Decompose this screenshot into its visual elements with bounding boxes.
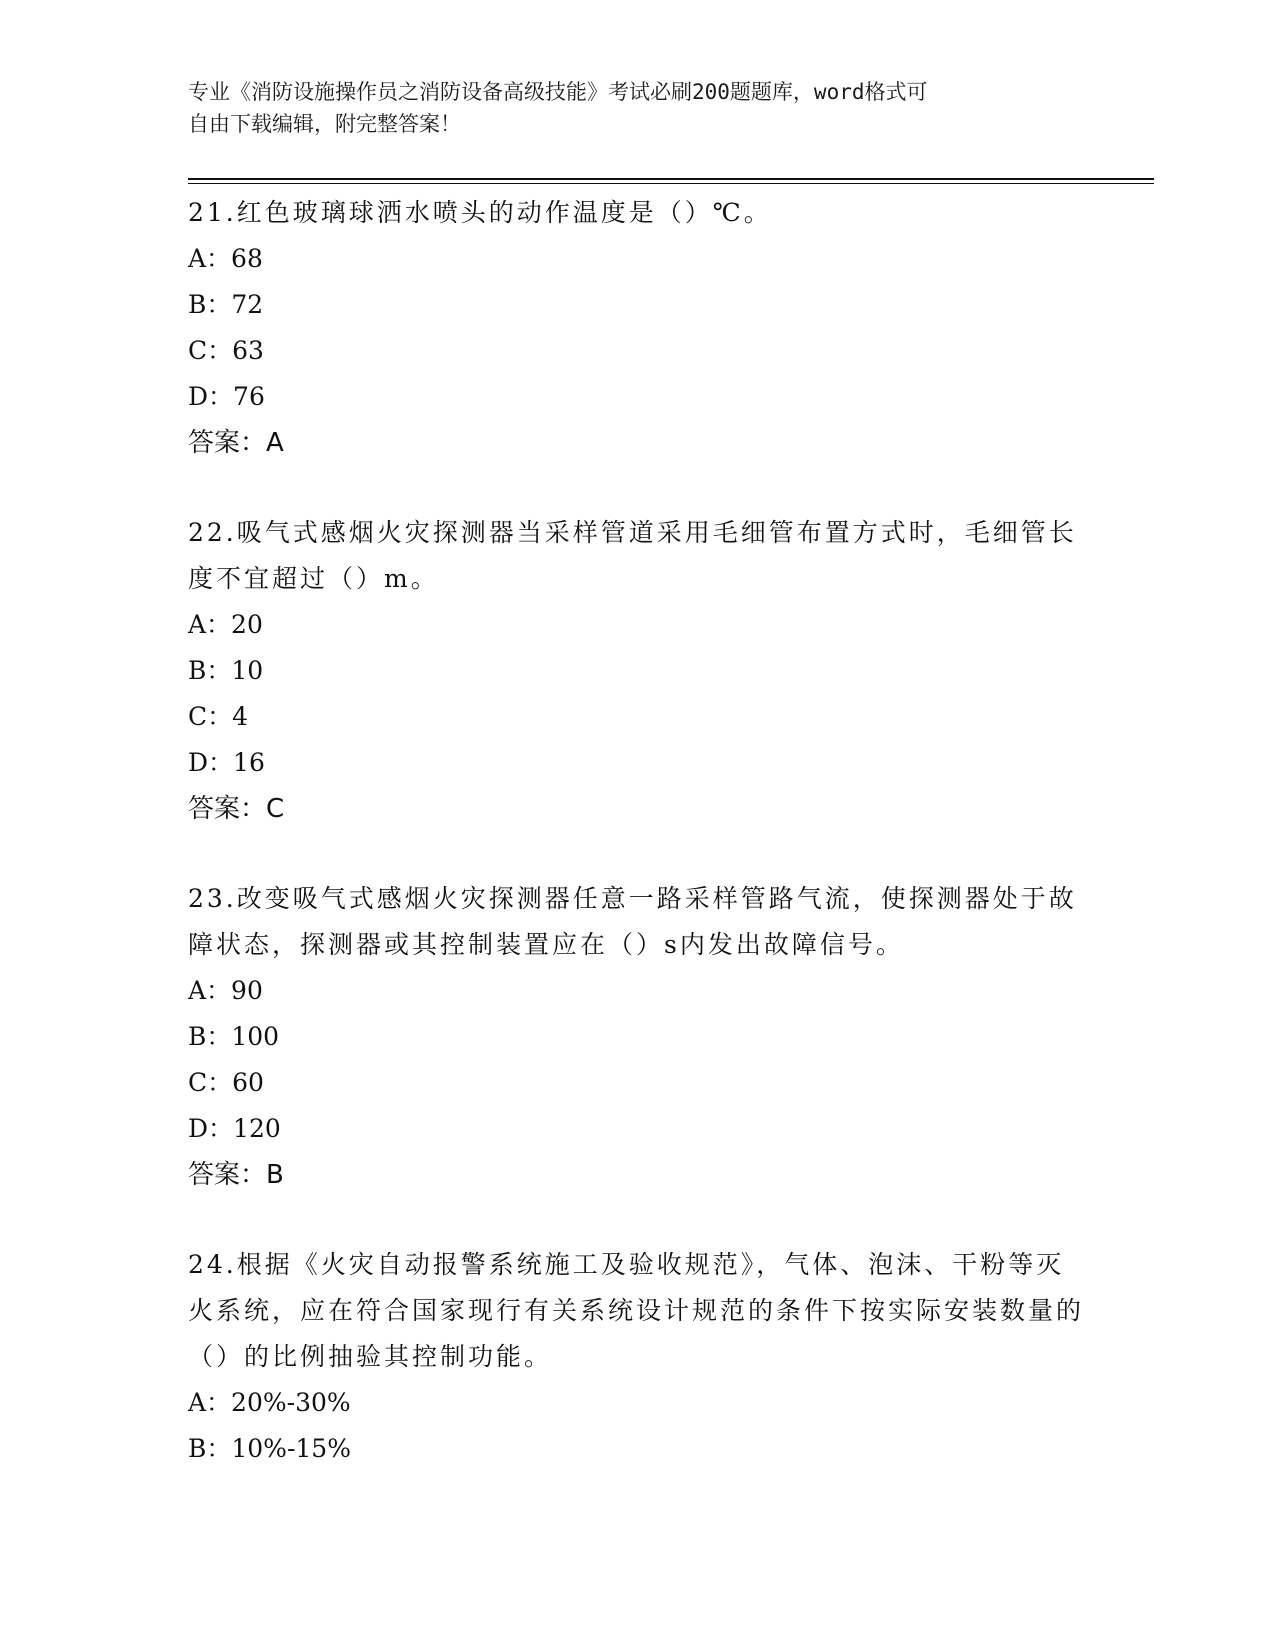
option-b: B：10%-15% [188,1434,351,1463]
question-stem: 21.红色玻璃球洒水喷头的动作温度是（）℃。 [188,198,772,227]
question-21 [188,190,1088,466]
answer: 答案：B [188,1160,284,1190]
header-rule-thin [188,183,1154,184]
question-list [188,190,1088,1516]
option-a: A：68 [188,244,263,273]
option-b: B：100 [188,1022,280,1051]
option-d: D：16 [188,748,265,777]
option-d: D：120 [188,1114,281,1143]
option-c: C：4 [188,702,249,731]
header-line-1: 专业《消防设施操作员之消防设备高级技能》考试必刷200题题库，word格式可 [188,80,928,104]
option-a: A：90 [188,976,263,1005]
answer: 答案：C [188,794,285,824]
header-rule-thick [188,178,1154,180]
question-stem: 22.吸气式感烟火灾探测器当采样管道采用毛细管布置方式时，毛细管长度不宜超过（）m。 [188,518,1077,593]
option-a: A：20%-30% [188,1388,351,1417]
question-stem: 23.改变吸气式感烟火灾探测器任意一路采样管路气流，使探测器处于故障状态，探测器或其控制装置应在（）s内发出故障信号。 [188,884,1077,959]
option-c: C：60 [188,1068,264,1097]
answer: 答案：A [188,428,284,458]
question-23 [188,876,1088,1198]
question-24 [188,1242,1088,1472]
option-b: B：72 [188,290,264,319]
option-a: A：20 [188,610,263,639]
document-header [188,76,1068,140]
option-d: D：76 [188,382,265,411]
option-b: B：10 [188,656,264,685]
question-stem: 24.根据《火灾自动报警系统施工及验收规范》，气体、泡沫、干粉等灭火系统，应在符合国家现行有关系统设计规范的条件下按实际安装数量的（）的比例抽验其控制功能。 [188,1250,1085,1371]
question-22 [188,510,1088,832]
option-c: C：63 [188,336,264,365]
header-line-2: 自由下载编辑，附完整答案！ [188,112,461,136]
